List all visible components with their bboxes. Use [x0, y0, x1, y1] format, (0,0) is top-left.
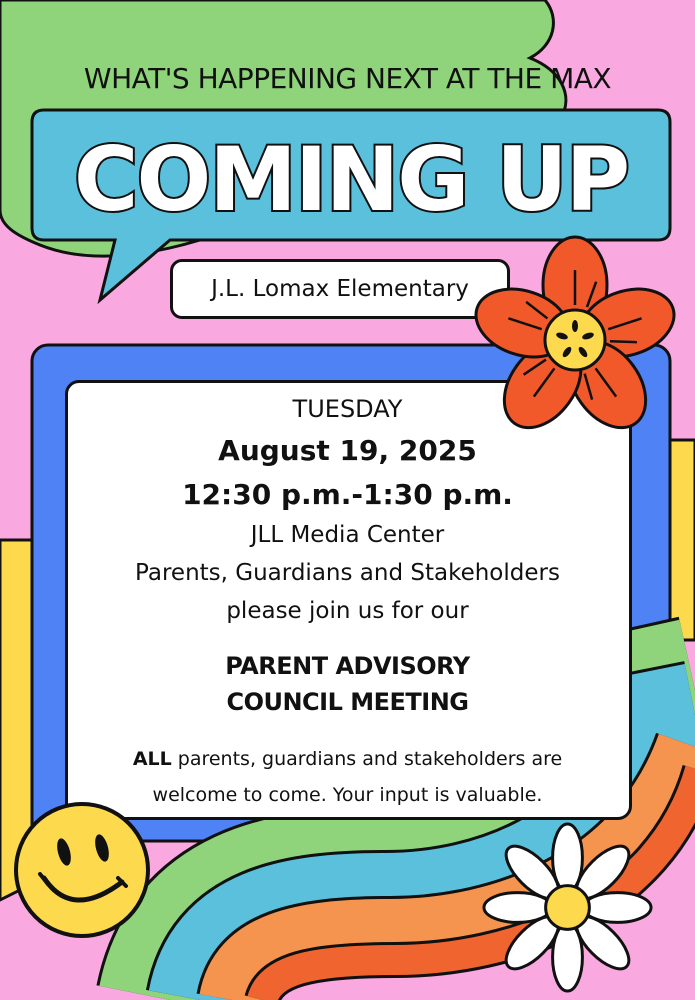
- event-time: 12:30 p.m.-1:30 p.m.: [182, 478, 513, 511]
- meeting-title-line-1: PARENT ADVISORY: [225, 652, 470, 680]
- event-note-line-2: welcome to come. Your input is valuable.: [152, 784, 543, 806]
- smiley-face-icon: [12, 800, 152, 940]
- event-note-line-1: [0, 748, 695, 770]
- event-invitation: please join us for our: [226, 598, 469, 624]
- event-date: August 19, 2025: [218, 434, 477, 467]
- school-name: J.L. Lomax Elementary: [211, 276, 469, 302]
- event-note-emphasis: ALL: [132, 748, 172, 770]
- meeting-title-line-2: COUNCIL MEETING: [226, 688, 469, 716]
- event-note-line-1-text: parents, guardians and stakeholders are: [171, 748, 563, 770]
- daisy-flower-icon: [480, 820, 655, 995]
- page-title: COMING UP: [73, 128, 629, 231]
- event-day: TUESDAY: [292, 395, 403, 423]
- school-name-badge: [170, 259, 510, 319]
- event-location: JLL Media Center: [250, 522, 445, 548]
- orange-flower-icon: [470, 235, 680, 445]
- title-banner: [32, 110, 670, 240]
- event-audience: Parents, Guardians and Stakeholders: [135, 560, 560, 586]
- tagline: WHAT'S HAPPENING NEXT AT THE MAX: [83, 62, 612, 95]
